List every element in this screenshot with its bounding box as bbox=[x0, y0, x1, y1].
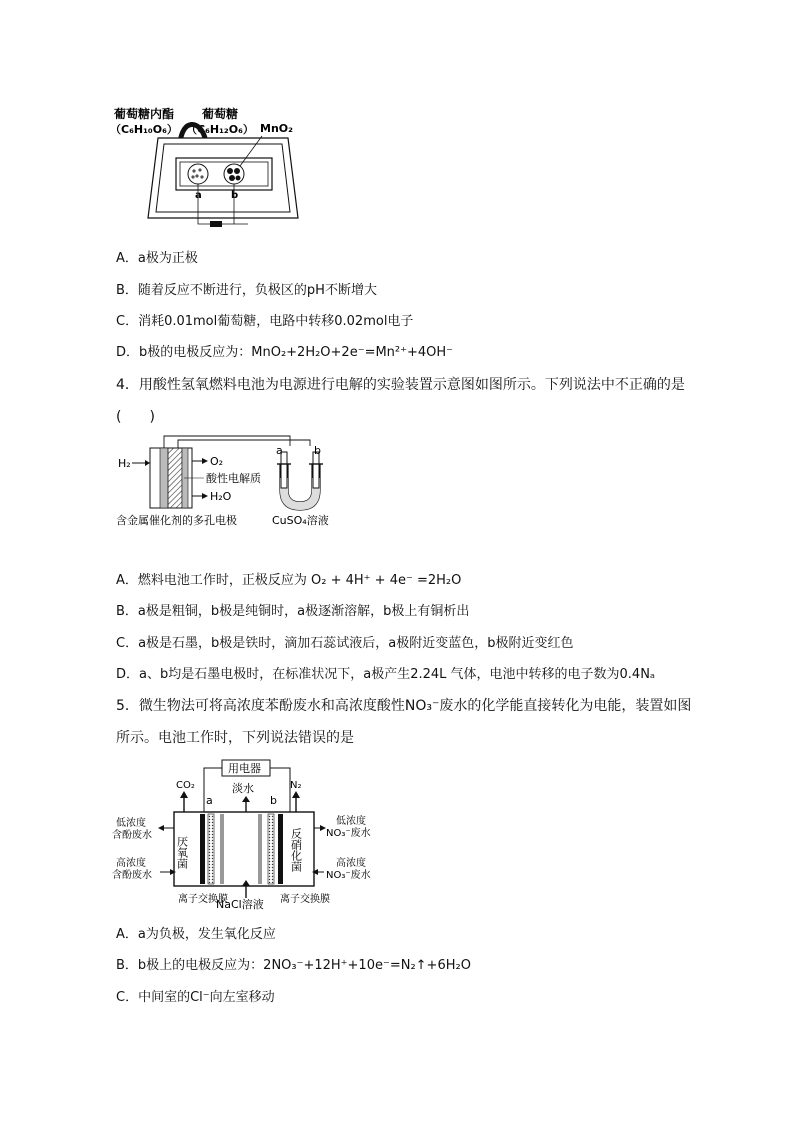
fig3-membrane-right: 离子交换膜 bbox=[280, 894, 330, 905]
fig3-low-phenol-2: 含酚废水 bbox=[112, 830, 152, 841]
q3-option-c[interactable]: C．消耗0.01mol葡萄糖，电路中转移0.02mol电子 bbox=[116, 314, 414, 329]
q4-option-b[interactable]: B．a极是粗铜，b极是纯铜时，a极逐渐溶解，b极上有铜析出 bbox=[116, 604, 470, 619]
fig3-n2: N₂ bbox=[290, 780, 302, 791]
fig3-high-phenol-2: 含酚废水 bbox=[112, 870, 152, 881]
fig3-device: 用电器 bbox=[228, 762, 261, 775]
fig3-high-no3-2: NO₃⁻废水 bbox=[326, 870, 371, 881]
fig3-fresh-water: 淡水 bbox=[232, 782, 254, 795]
fig3-b: b bbox=[270, 794, 277, 807]
fig2-b: b bbox=[314, 444, 321, 457]
figure-microbial-cell bbox=[112, 758, 382, 910]
fig1-electrode-b-disc bbox=[224, 164, 244, 184]
fig3-nacl: NaCl溶液 bbox=[216, 898, 264, 910]
fig3-high-phenol-1: 高浓度 bbox=[116, 858, 146, 869]
fig1-formula-left: （C₆H₁₀O₆） bbox=[110, 123, 178, 136]
fig3-low-no3-1: 低浓度 bbox=[336, 816, 366, 827]
q3-option-d[interactable]: D．b极的电极反应为：MnO₂+2H₂O+2e⁻=Mn²⁺+4OH⁻ bbox=[116, 345, 454, 360]
fig1-label-left: 葡萄糖内酯 bbox=[114, 107, 175, 121]
q4-option-c[interactable]: C．a极是石墨，b极是铁时，滴加石蕊试液后，a极附近变蓝色，b极附近变红色 bbox=[116, 636, 574, 651]
fig1-formula-right: （C₆H₁₂O₆） bbox=[186, 123, 254, 136]
figure-electrolysis bbox=[112, 430, 352, 530]
q5-option-a[interactable]: A．a为负极，发生氧化反应 bbox=[116, 927, 276, 942]
fig3-denitrify: 反硝化菌 bbox=[289, 828, 303, 872]
fig1-label-mno2: MnO₂ bbox=[260, 122, 293, 135]
fig2-a: a bbox=[276, 444, 283, 457]
fig2-h2: H₂ bbox=[118, 457, 131, 470]
fig3-high-no3-1: 高浓度 bbox=[336, 858, 366, 869]
fig2-electrode-caption: 含金属催化剂的多孔电极 bbox=[116, 514, 237, 527]
q4-option-d[interactable]: D．a、b均是石墨电极时，在标准状况下，a极产生2.24L 气体，电池中转移的电子数为0.4Nₐ bbox=[116, 667, 656, 682]
q3-option-a[interactable]: A．a极为正极 bbox=[116, 251, 198, 266]
fig2-solution: CuSO₄溶液 bbox=[272, 514, 329, 527]
q3-option-b[interactable]: B．随着反应不断进行，负极区的pH不断增大 bbox=[116, 283, 377, 298]
fig1-label-right: 葡萄糖 bbox=[202, 107, 239, 121]
fig3-a: a bbox=[206, 794, 213, 807]
fig3-anaerobe: 厌氧菌 bbox=[175, 836, 189, 869]
fig2-h2o: H₂O bbox=[210, 490, 232, 503]
q4-paren: ( ) bbox=[116, 409, 155, 425]
fig3-low-phenol-1: 低浓度 bbox=[116, 818, 146, 829]
fig1-electrode-b: b bbox=[231, 190, 239, 201]
fig1-electrode-a: a bbox=[195, 190, 202, 201]
fig2-o2: O₂ bbox=[210, 455, 224, 468]
q5-stem-1: 5．微生物法可将高浓度苯酚废水和高浓度酸性NO₃⁻废水的化学能直接转化为电能，装置如图 bbox=[116, 698, 692, 714]
q4-stem: 4．用酸性氢氧燃料电池为电源进行电解的实验装置示意图如图所示。下列说法中不正确的是 bbox=[116, 377, 685, 393]
fig2-electrolyte: 酸性电解质 bbox=[206, 472, 261, 485]
q4-option-a[interactable]: A．燃料电池工作时，正极反应为 O₂ + 4H⁺ + 4e⁻ =2H₂O bbox=[116, 573, 462, 588]
q5-stem-2: 所示。电池工作时，下列说法错误的是 bbox=[116, 730, 354, 746]
fig3-membrane-left: 离子交换膜 bbox=[178, 894, 228, 905]
q5-option-c[interactable]: C．中间室的Cl⁻向左室移动 bbox=[116, 990, 275, 1005]
fig3-co2: CO₂ bbox=[176, 780, 195, 791]
q5-option-b[interactable]: B．b极上的电极反应为：2NO₃⁻+12H⁺+10e⁻=N₂↑+6H₂O bbox=[116, 958, 471, 973]
fig3-low-no3-2: NO₃⁻废水 bbox=[326, 828, 371, 839]
fig1-electrode-a-disc bbox=[188, 164, 208, 184]
figure-glucose-cell bbox=[110, 100, 310, 235]
